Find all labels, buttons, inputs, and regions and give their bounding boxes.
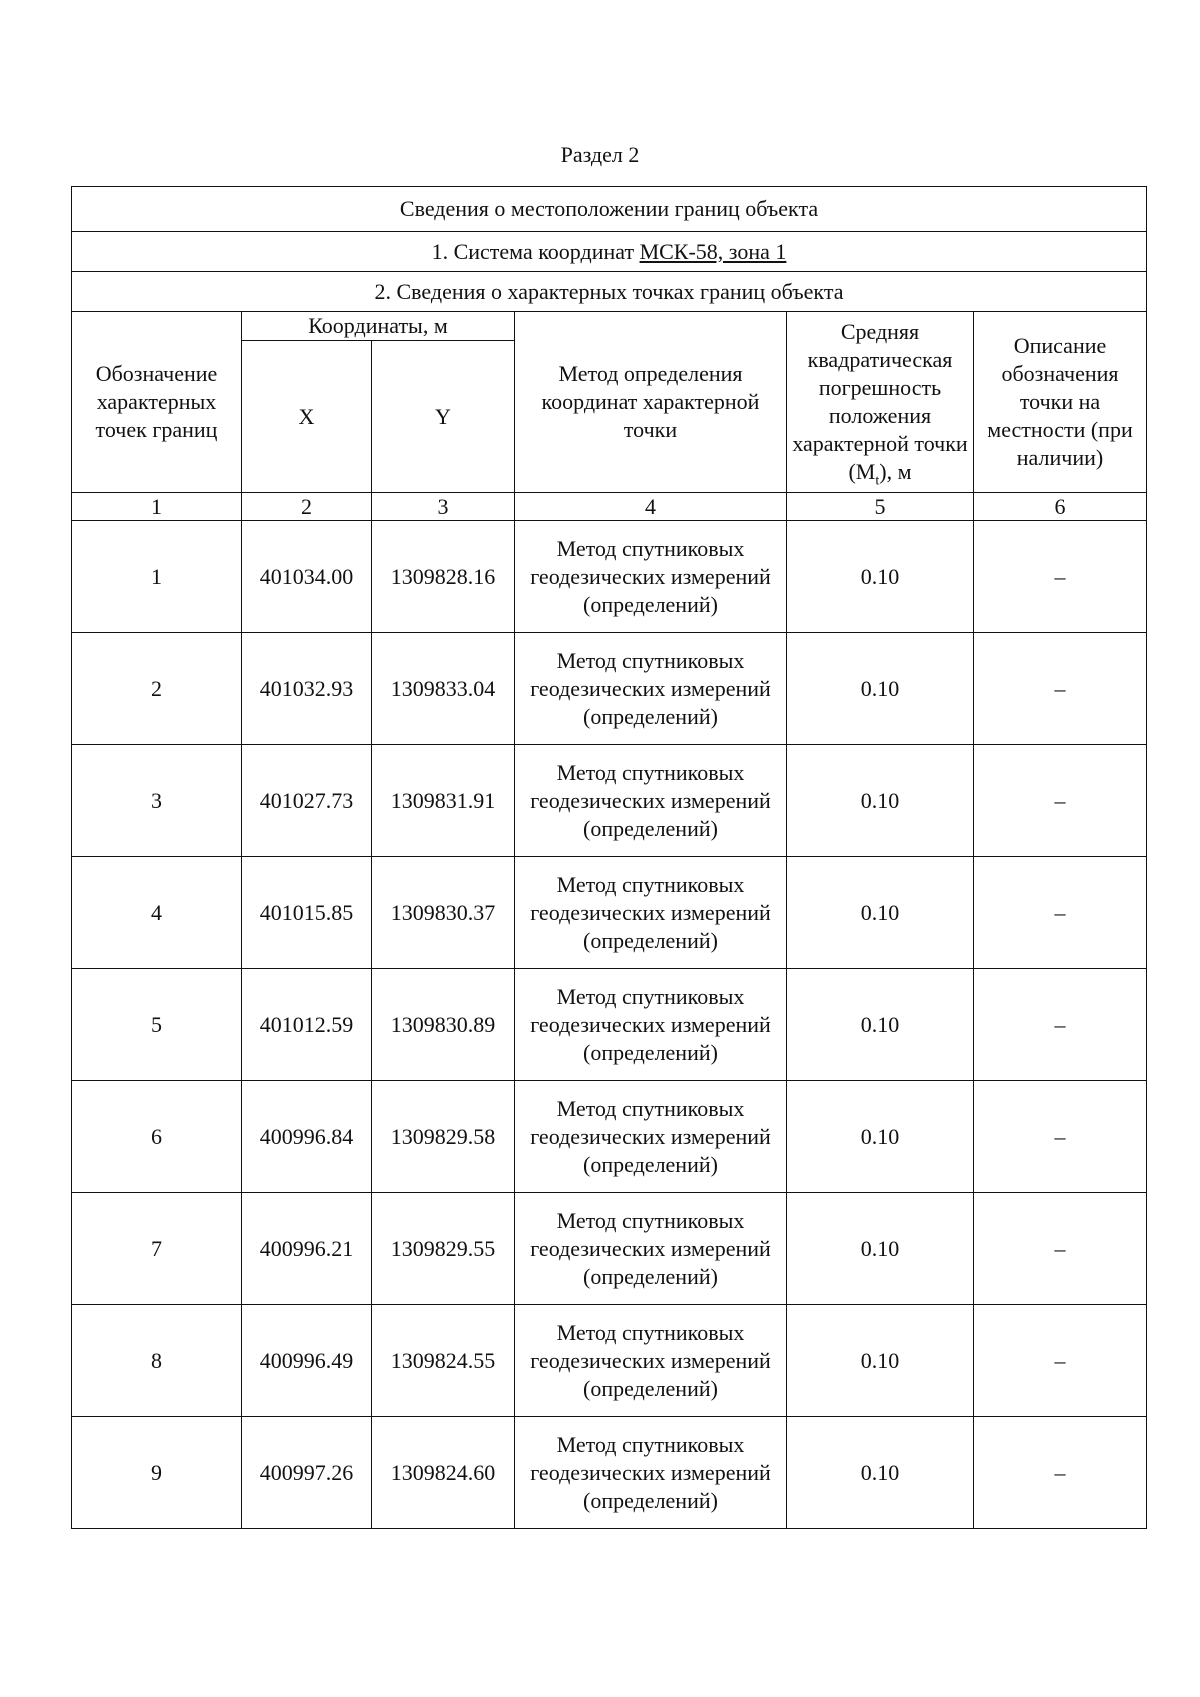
x-coordinate-cell: 401015.85 [242,857,372,969]
method-cell: Метод спутниковых геодезических измерений (определений) [515,1081,787,1193]
y-coordinate-cell: 1309824.60 [372,1417,515,1529]
header-method: Метод определения координат характерной точки [515,312,787,493]
y-coordinate-cell: 1309831.91 [372,745,515,857]
error-cell: 0.10 [787,1417,974,1529]
x-coordinate-cell: 401034.00 [242,521,372,633]
x-coordinate-cell: 401032.93 [242,633,372,745]
header-coordinates: Координаты, м [242,312,515,341]
method-cell: Метод спутниковых геодезических измерений (определений) [515,521,787,633]
table-row [72,1305,1147,1417]
point-designation-cell: 8 [72,1305,242,1417]
header-error [787,312,974,493]
column-number: 2 [242,493,372,521]
table-row [72,521,1147,633]
y-coordinate-cell: 1309833.04 [372,633,515,745]
method-cell: Метод спутниковых геодезических измерений (определений) [515,1305,787,1417]
point-designation-cell: 6 [72,1081,242,1193]
method-cell: Метод спутниковых геодезических измерений (определений) [515,1193,787,1305]
description-cell: – [974,1305,1147,1417]
description-cell: – [974,969,1147,1081]
coord-system-value: МСК-58, зона 1 [639,238,787,264]
table-row [72,745,1147,857]
x-coordinate-cell: 400997.26 [242,1417,372,1529]
header-error-tail: ), м [879,459,912,484]
x-coordinate-cell: 400996.49 [242,1305,372,1417]
description-cell: – [974,1417,1147,1529]
coord-system-prefix: 1. Система координат [431,238,640,264]
header-row-top [72,312,1147,341]
y-coordinate-cell: 1309829.55 [372,1193,515,1305]
point-designation-cell: 5 [72,969,242,1081]
y-coordinate-cell: 1309824.55 [372,1305,515,1417]
points-heading-row [72,272,1147,312]
column-numbers-row [72,493,1147,521]
section-title: Раздел 2 [560,142,640,167]
table-row [72,969,1147,1081]
header-description: Описание обозначения точки на местности (при наличии) [974,312,1147,493]
error-cell: 0.10 [787,857,974,969]
error-cell: 0.10 [787,969,974,1081]
point-designation-cell: 3 [72,745,242,857]
column-number: 5 [787,493,974,521]
description-cell: – [974,1081,1147,1193]
point-designation-cell: 7 [72,1193,242,1305]
column-number: 6 [974,493,1147,521]
method-cell: Метод спутниковых геодезических измерений (определений) [515,633,787,745]
point-designation-cell: 2 [72,633,242,745]
error-cell: 0.10 [787,633,974,745]
table-row [72,1193,1147,1305]
method-cell: Метод спутниковых геодезических измерений (определений) [515,1417,787,1529]
x-coordinate-cell: 400996.21 [242,1193,372,1305]
column-number: 4 [515,493,787,521]
description-cell: – [974,521,1147,633]
points-heading: 2. Сведения о характерных точках границ объекта [72,272,1147,312]
error-cell: 0.10 [787,1081,974,1193]
header-x: X [242,341,372,493]
x-coordinate-cell: 401027.73 [242,745,372,857]
description-cell: – [974,857,1147,969]
column-number: 1 [72,493,242,521]
header-error-sub: t [875,473,880,489]
description-cell: – [974,1193,1147,1305]
method-cell: Метод спутниковых геодезических измерений (определений) [515,745,787,857]
point-designation-cell: 9 [72,1417,242,1529]
x-coordinate-cell: 400996.84 [242,1081,372,1193]
error-cell: 0.10 [787,1193,974,1305]
point-designation-cell: 4 [72,857,242,969]
error-cell: 0.10 [787,745,974,857]
description-cell: – [974,633,1147,745]
header-error-main: Средняя квадратическая погрешность положения характерной точки (M [792,319,968,484]
column-number: 3 [372,493,515,521]
coord-system [72,232,1147,272]
y-coordinate-cell: 1309829.58 [372,1081,515,1193]
coord-system-row [72,232,1147,272]
method-cell: Метод спутниковых геодезических измерений (определений) [515,857,787,969]
x-coordinate-cell: 401012.59 [242,969,372,1081]
point-designation-cell: 1 [72,521,242,633]
y-coordinate-cell: 1309830.89 [372,969,515,1081]
error-cell: 0.10 [787,521,974,633]
error-cell: 0.10 [787,1305,974,1417]
boundary-table [71,186,1147,1529]
table-title: Сведения о местоположении границ объекта [72,187,1147,232]
y-coordinate-cell: 1309828.16 [372,521,515,633]
header-y: Y [372,341,515,493]
y-coordinate-cell: 1309830.37 [372,857,515,969]
header-designation: Обозначение характерных точек границ [72,312,242,493]
table-row [72,633,1147,745]
description-cell: – [974,745,1147,857]
table-row [72,857,1147,969]
table-row [72,1417,1147,1529]
table-title-row [72,187,1147,232]
table-row [72,1081,1147,1193]
method-cell: Метод спутниковых геодезических измерений (определений) [515,969,787,1081]
